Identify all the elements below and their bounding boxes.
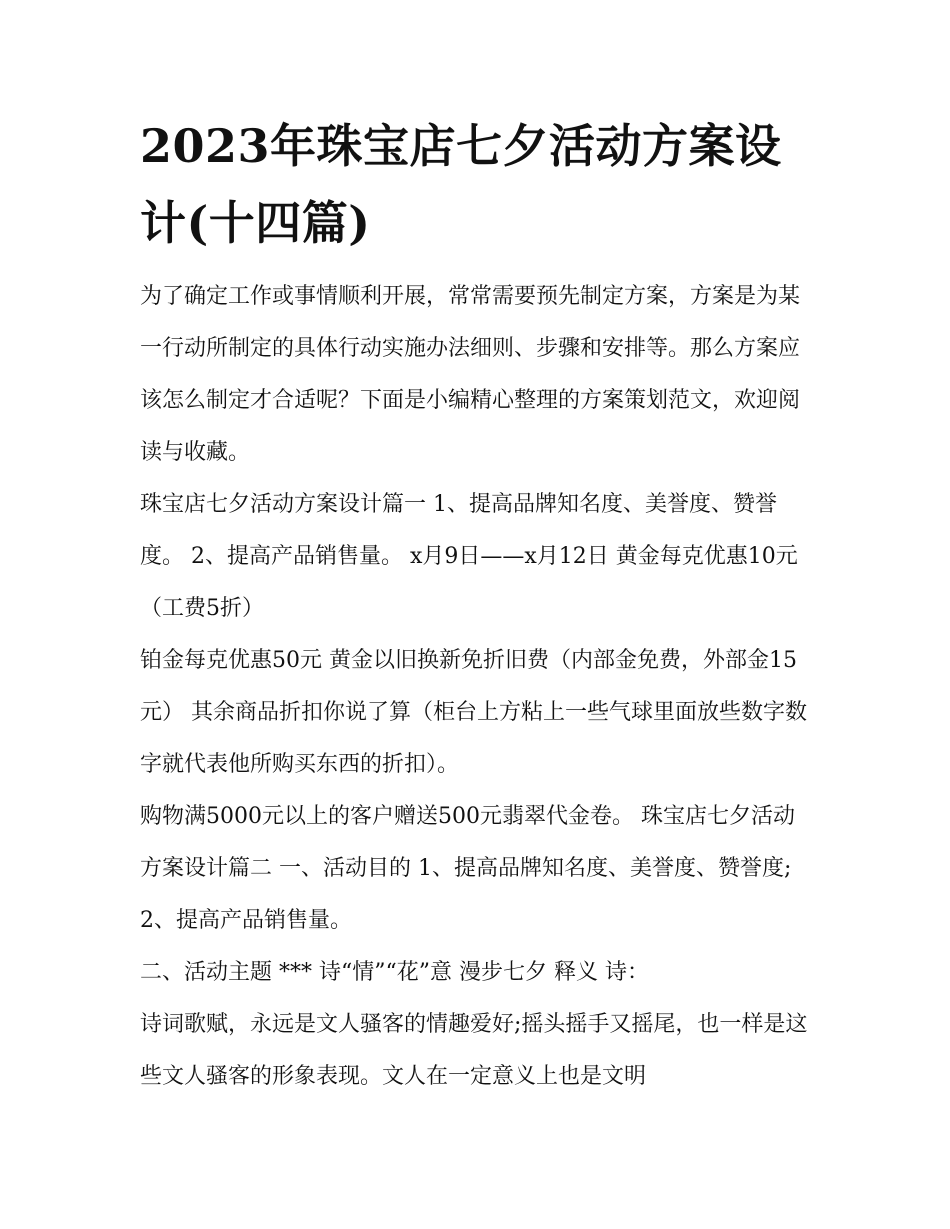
paragraph-platinum-offer: 铂金每克优惠50元 黄金以旧换新免折旧费（内部金免费，外部金15元） 其余商品折扣你说了算（柜台上方粘上一些气球里面放些数字数字就代表他所购买东西的折扣）。: [140, 648, 807, 777]
paragraph-plan-one: 珠宝店七夕活动方案设计篇一 1、提高品牌知名度、美誉度、赞誉度。 2、提高产品销售量。 x月9日——x月12日 黄金每克优惠10元（工费5折）: [140, 492, 798, 621]
paragraph-theme: 二、活动主题 *** 诗“情”“花”意 漫步七夕 释义 诗：: [140, 960, 649, 985]
document-body: [140, 271, 812, 1103]
paragraph-intro: 为了确定工作或事情顺利开展，常常需要预先制定方案，方案是为某一行动所制定的具体行动实施办法细则、步骤和安排等。那么方案应该怎么制定才合适呢？下面是小编精心整理的方案策划范文，欢迎阅读与收藏。: [140, 284, 801, 465]
document-title: 2023年珠宝店七夕活动方案设计(十四篇): [140, 119, 782, 250]
document-page: [140, 108, 812, 1103]
paragraph-poetry: 诗词歌赋，永远是文人骚客的情趣爱好;摇头摇手又摇尾，也一样是这些文人骚客的形象表现。文人在一定意义上也是文明: [140, 1012, 808, 1089]
paragraph-plan-two: 购物满5000元以上的客户赠送500元翡翠代金卷。 珠宝店七夕活动方案设计篇二 一、活动目的 1、提高品牌知名度、美誉度、赞誉度; 2、提高产品销售量。: [140, 804, 795, 933]
